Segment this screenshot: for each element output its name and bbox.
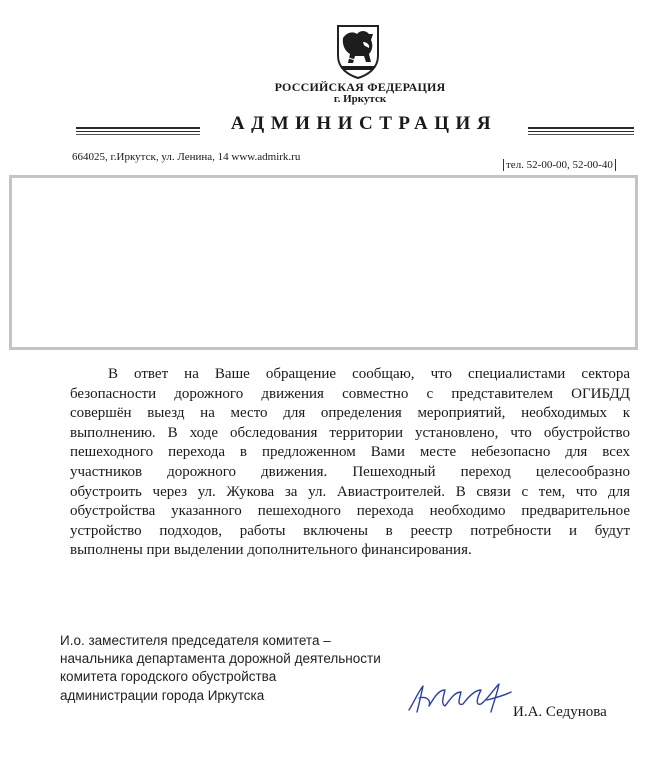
position-line: И.о. заместителя председателя комитета – [60,633,331,648]
address-line: 664025, г.Иркутск, ул. Ленина, 14 www.admirk.ru [72,151,301,163]
signer-name: И.А. Седунова [513,704,607,720]
signatory-position [60,632,381,705]
position-line: комитета городского обустройства [60,669,277,685]
letter-body [70,365,630,561]
redacted-recipient-block [9,175,638,350]
administration-title: АДМИНИСТРАЦИЯ [200,113,528,135]
position-line: администрации города Иркутска [60,687,265,703]
position-line: начальника департамента дорожной деятельности [60,651,381,667]
body-line: В ответ на Ваше обращение сообщаю, что специалистами сектора [108,366,630,382]
coat-of-arms-icon [333,22,383,80]
handwritten-signature [405,676,515,718]
body-line: выполнению. В ходе обследования территории установлено, что обустройство [70,424,630,441]
body-line: пешеходного перехода в предложенном Вами месте небезопасно для всех [70,444,630,461]
body-line: устройство подходов, работы включены в реестр потребности и будут [70,522,630,539]
country-heading: РОССИЙСКАЯ ФЕДЕРАЦИЯ [274,80,446,94]
body-line: участников дорожного движения. Пешеходный переход целесообразно [70,463,630,480]
city-heading: г. Иркутск [333,93,387,105]
phone-line: тел. 52-00-00, 52-00-40 [503,159,616,171]
body-line: выполнены при выделении дополнительного финансирования. [70,542,472,559]
body-line: обустроить через ул. Жукова за ул. Авиастроителей. В связи с тем, что для [70,483,630,500]
body-line: совершён выезд на место для определения мероприятий, необходимых к [70,405,630,422]
body-line: обустройства указанного пешеходного перехода необходимо предварительное [70,503,630,520]
body-line: безопасности дорожного движения совместно с представителем ОГИБДД [70,385,630,402]
